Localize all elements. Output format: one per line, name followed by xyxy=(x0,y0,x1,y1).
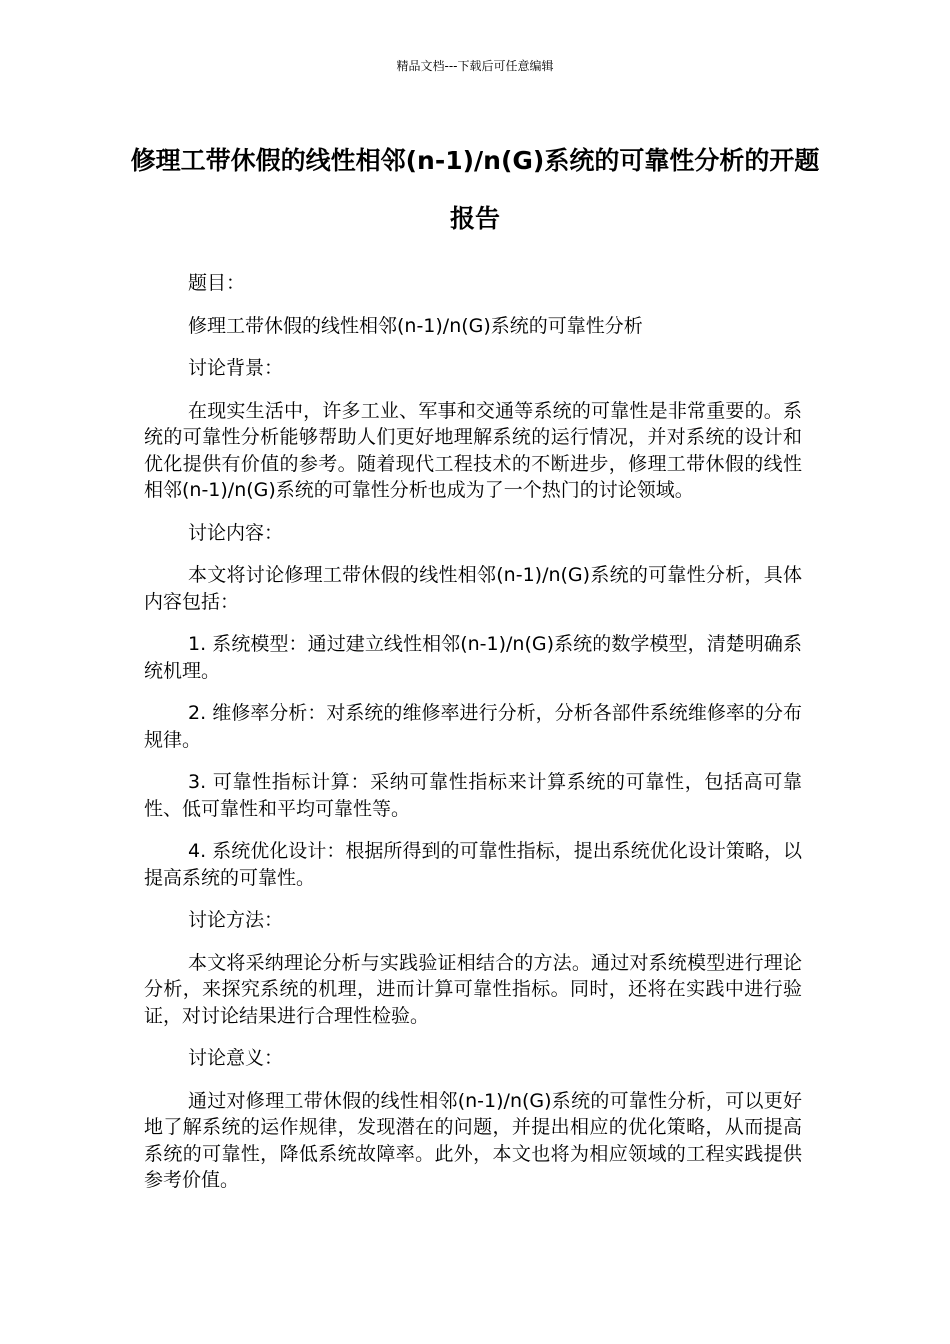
content-label: 讨论内容： xyxy=(188,521,284,544)
content-item-1: 1. 系统模型：通过建立线性相邻(n-1)/n(G)系统的数学模型，清楚明确系统机理。 xyxy=(144,633,802,682)
page-header: 精品文档---下载后可任意编辑 xyxy=(396,59,554,73)
method-label: 讨论方法： xyxy=(188,909,284,931)
topic-label: 题目： xyxy=(188,272,246,294)
topic-text: 修理工带休假的线性相邻(n-1)/n(G)系统的可靠性分析 xyxy=(188,314,643,337)
method-text: 本文将采纳理论分析与实践验证相结合的方法。通过对系统模型进行理论分析，来探究系统的机理，进而计算可靠性指标。同时，还将在实践中进行验证，对讨论结果进行合理性检验。 xyxy=(144,951,802,1027)
significance-text: 通过对修理工带休假的线性相邻(n-1)/n(G)系统的可靠性分析，可以更好地了解系统的运作规律，发现潜在的问题，并提出相应的优化策略，从而提高系统的可靠性，降低系统故障率。此外，本文也将为相应领域的工程实践提供参考价值。 xyxy=(144,1089,802,1191)
significance-label: 讨论意义： xyxy=(188,1047,284,1069)
content-intro: 本文将讨论修理工带休假的线性相邻(n-1)/n(G)系统的可靠性分析，具体内容包括： xyxy=(144,564,802,613)
background-label: 讨论背景： xyxy=(188,357,284,379)
content-item-3: 3. 可靠性指标计算：采纳可靠性指标来计算系统的可靠性，包括高可靠性、低可靠性和平均可靠性等。 xyxy=(144,771,802,820)
document-body xyxy=(144,270,802,1194)
content-item-4: 4. 系统优化设计：根据所得到的可靠性指标，提出系统优化设计策略，以提高系统的可靠性。 xyxy=(144,840,802,889)
document-title: 修理工带休假的线性相邻(n-1)/n(G)系统的可靠性分析的开题报告 xyxy=(130,146,820,233)
content-item-2: 2. 维修率分析：对系统的维修率进行分析，分析各部件系统维修率的分布规律。 xyxy=(144,702,802,751)
background-text: 在现实生活中，许多工业、军事和交通等系统的可靠性是非常重要的。系统的可靠性分析能够帮助人们更好地理解系统的运行情况，并对系统的设计和优化提供有价值的参考。随着现代工程技术的不断进步，修理工带休假的线性相邻(n-1)/n(G)系统的可靠性分析也成为了一个热门的讨论领域。 xyxy=(144,399,802,501)
